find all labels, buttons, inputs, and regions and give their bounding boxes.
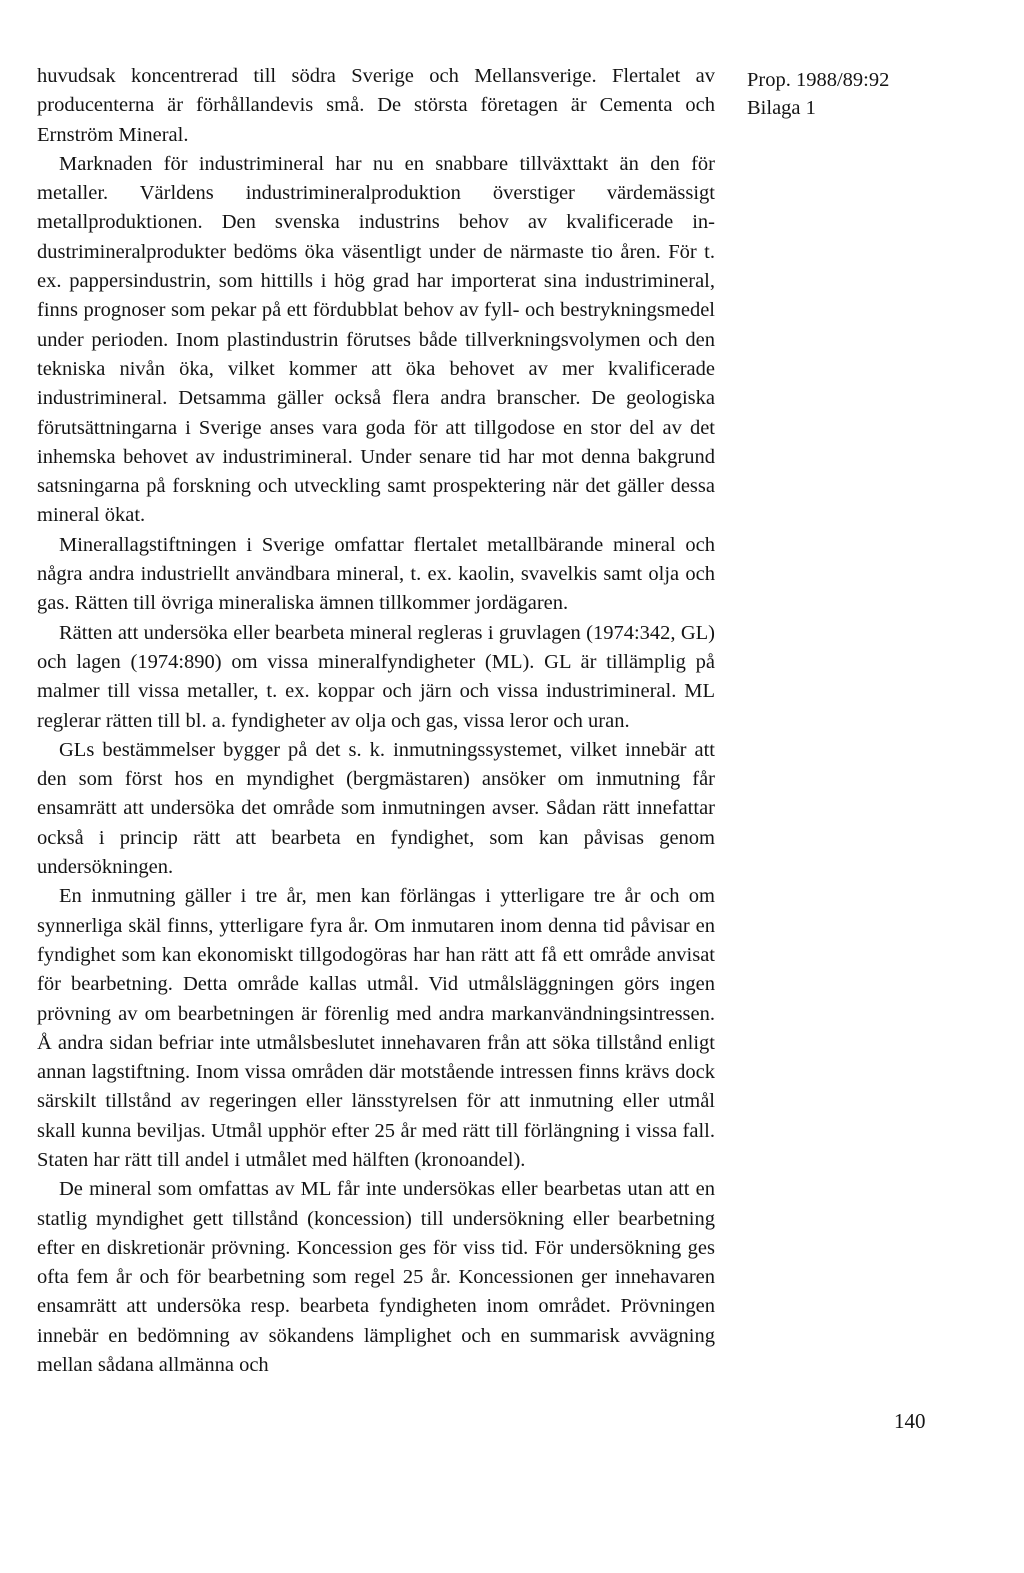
appendix-label: Bilaga 1 (747, 97, 816, 119)
paragraph-claim-duration: En inmutning gäller i tre år, men kan förlängas i ytterligare tre år och om synnerliga skäl finns, ytterligare fyra år. Om inmutaren inom denna tid påvisar en fyndighet som kan ekonomiskt tillgodogöras har han rätt att få ett område anvisat för bearbetning. Detta område kallas utmål. Vid utmålsläggningen görs ingen prövning av om bearbetningen är förenlig med andra markanvändningsintressen. Å andra sidan befriar inte utmålsbeslutet innehavaren från att söka tillstånd enligt annan lagstiftning. Inom vissa områden där motstående intressen finns krävs dock särskilt tillstånd av regeringen eller länsstyrelsen för att inmutning eller utmål skall kunna beviljas. Utmål upphör efter 25 år med rätt till förlängning i vissa fall. Staten har rätt till andel i utmålet med hälften (kronoandel). (37, 885, 715, 1171)
paragraph-industrial-minerals-market: Marknaden för industrimineral har nu en snabbare tillväxttakt än den för metaller. Världens industrimineralproduktion överstiger värdemässigt metallproduktionen. Den svenska industrins behov av kvalificerade industrimineralprodukter bedöms öka väsentligt under de närmaste tio åren. För t. ex. pappersindustrin, som hittills i hög grad har importerat sina industrimineral, finns prognoser som pekar på ett fördubblat behov av fyll- och bestrykningsmedel under perioden. Inom plastindustrin förutses både tillverkningsvolymen och den tekniska nivån öka, vilket kommer att öka behovet av mer kvalificerade industrimineral. Detsamma gäller också flera andra branscher. De geologiska förutsättningarna i Sverige anses vara goda för att tillgodose en stor del av det inhemska behovet av industrimineral. Under senare tid har mot denna bakgrund satsningarna på forskning och utveckling samt prospektering när det gäller dessa mineral ökat. (37, 152, 715, 527)
body-text (37, 62, 715, 1380)
proposition-number: Prop. 1988/89:92 (747, 69, 890, 91)
paragraph-mineral-legislation: Minerallagstiftningen i Sverige omfattar flertalet metallbärande mineral och några andra industriellt användbara mineral, t. ex. kaolin, svavelkis samt olja och gas. Rätten till övriga mineraliska ämnen tillkommer jordägaren. (37, 533, 715, 615)
page-number: 140 (894, 1409, 926, 1433)
paragraph-mining-laws: Rätten att undersöka eller bearbeta mineral regleras i gruvlagen (1974:342, GL) och lagen (1974:890) om vissa mineralfyndigheter (ML). GL är tillämplig på malmer till vissa metaller, t. ex. koppar och järn och vissa industrimineral. ML reglerar rätten till bl. a. fyndigheter av olja och gas, vissa leror och uran. (37, 621, 715, 732)
paragraph-concession: De mineral som omfattas av ML får inte undersökas eller bearbetas utan att en statlig myndighet gett tillstånd (koncession) till undersökning eller bearbetning efter en diskretionär prövning. Koncession ges för viss tid. För undersökning ges ofta fem år och för bearbetning som regel 25 år. Koncessionen ger innehavaren ensamrätt att undersöka resp. bearbeta fyndigheten inom området. Prövningen innebär en bedömning av sökandens lämplighet och en summarisk avvägning mellan sådana allmänna och (37, 1178, 715, 1377)
margin-reference (747, 66, 987, 122)
paragraph-continuation: huvudsak koncentrerad till södra Sverige och Mellansverige. Flertalet av producenterna är förhållandevis små. De största företagen är Cementa och Ernström Mineral. (37, 65, 715, 146)
paragraph-claim-system: GLs bestämmelser bygger på det s. k. inmutningssystemet, vilket innebär att den som först hos en myndighet (bergmästaren) ansöker om inmutning får ensamrätt att undersöka det område som inmutningen avser. Sådan rätt innefattar också i princip rätt att bearbeta en fyndighet, som kan påvisas genom undersökningen. (37, 738, 715, 879)
